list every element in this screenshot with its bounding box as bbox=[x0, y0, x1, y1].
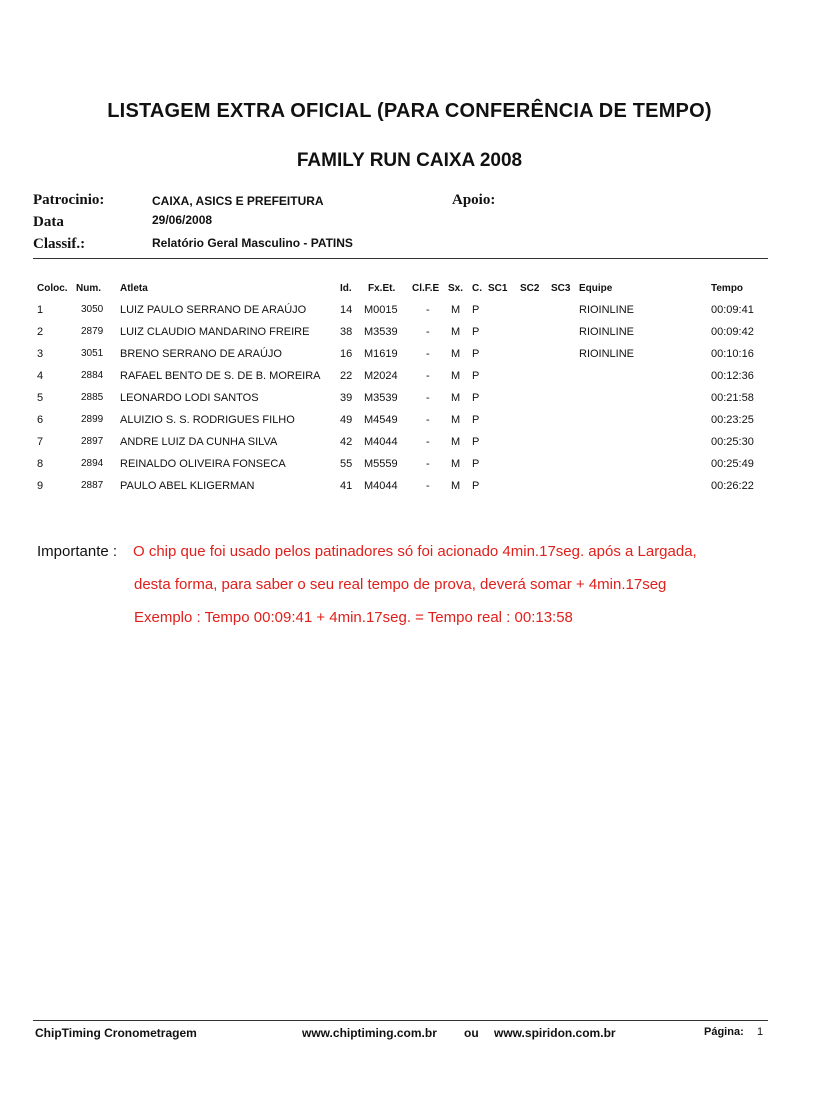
cell-num: 2899 bbox=[81, 414, 104, 425]
cell-id: 41 bbox=[340, 480, 353, 492]
col-sc1: SC1 bbox=[488, 283, 508, 294]
cell-tempo: 00:09:42 bbox=[711, 326, 754, 338]
important-note-example: Exemplo : Tempo 00:09:41 + 4min.17seg. = Tempo real : 00:13:58 bbox=[134, 609, 573, 626]
cell-tempo: 00:23:25 bbox=[711, 414, 754, 426]
col-fxet: Fx.Et. bbox=[368, 283, 396, 294]
cell-id: 39 bbox=[340, 392, 353, 404]
cell-num: 2887 bbox=[81, 480, 104, 491]
cell-sx: M bbox=[451, 370, 461, 382]
cell-clfe: - bbox=[426, 370, 430, 382]
cell-atleta: REINALDO OLIVEIRA FONSECA bbox=[120, 458, 286, 470]
cell-fxet: M4549 bbox=[364, 414, 398, 426]
footer-or: ou bbox=[464, 1026, 479, 1040]
page-label: Página: bbox=[704, 1026, 744, 1038]
cell-sx: M bbox=[451, 436, 461, 448]
cell-tempo: 00:10:16 bbox=[711, 348, 754, 360]
cell-num: 3050 bbox=[81, 304, 104, 315]
cell-c: P bbox=[472, 436, 480, 448]
cell-c: P bbox=[472, 326, 480, 338]
cell-clfe: - bbox=[426, 348, 430, 360]
cell-tempo: 00:25:49 bbox=[711, 458, 754, 470]
table-row bbox=[0, 348, 819, 368]
cell-coloc: 5 bbox=[37, 392, 44, 404]
page-number: 1 bbox=[757, 1026, 764, 1038]
cell-fxet: M0015 bbox=[364, 304, 398, 316]
col-tempo: Tempo bbox=[711, 283, 744, 294]
cell-num: 3051 bbox=[81, 348, 104, 359]
cell-id: 16 bbox=[340, 348, 353, 360]
cell-clfe: - bbox=[426, 392, 430, 404]
col-clfe: Cl.F.E bbox=[412, 283, 440, 294]
cell-c: P bbox=[472, 348, 480, 360]
table-row bbox=[0, 370, 819, 390]
col-num: Num. bbox=[76, 283, 101, 294]
cell-clfe: - bbox=[426, 436, 430, 448]
col-coloc: Coloc. bbox=[37, 283, 68, 294]
cell-num: 2884 bbox=[81, 370, 104, 381]
cell-coloc: 8 bbox=[37, 458, 44, 470]
cell-fxet: M4044 bbox=[364, 480, 398, 492]
cell-clfe: - bbox=[426, 480, 430, 492]
table-row bbox=[0, 326, 819, 346]
col-c: C. bbox=[472, 283, 482, 294]
cell-c: P bbox=[472, 458, 480, 470]
cell-coloc: 7 bbox=[37, 436, 44, 448]
page-title: LISTAGEM EXTRA OFICIAL (PARA CONFERÊNCIA DE TEMPO) bbox=[107, 100, 712, 122]
col-sc2: SC2 bbox=[520, 283, 540, 294]
important-note-line2: desta forma, para saber o seu real tempo de prova, deverá somar + 4min.17seg bbox=[134, 576, 667, 593]
cell-sx: M bbox=[451, 304, 461, 316]
cell-sx: M bbox=[451, 348, 461, 360]
cell-equipe: RIOINLINE bbox=[579, 348, 635, 360]
cell-sx: M bbox=[451, 480, 461, 492]
cell-atleta: ANDRE LUIZ DA CUNHA SILVA bbox=[120, 436, 278, 448]
cell-tempo: 00:26:22 bbox=[711, 480, 754, 492]
cell-fxet: M3539 bbox=[364, 392, 398, 404]
footer-company: ChipTiming Cronometragem bbox=[35, 1026, 197, 1040]
cell-atleta: PAULO ABEL KLIGERMAN bbox=[120, 480, 255, 492]
cell-atleta: LUIZ CLAUDIO MANDARINO FREIRE bbox=[120, 326, 310, 338]
table-row bbox=[0, 304, 819, 324]
date-value: 29/06/2008 bbox=[152, 213, 213, 227]
cell-clfe: - bbox=[426, 326, 430, 338]
cell-num: 2885 bbox=[81, 392, 104, 403]
cell-tempo: 00:25:30 bbox=[711, 436, 754, 448]
cell-id: 14 bbox=[340, 304, 353, 316]
cell-tempo: 00:09:41 bbox=[711, 304, 754, 316]
cell-id: 49 bbox=[340, 414, 353, 426]
cell-atleta: RAFAEL BENTO DE S. DE B. MOREIRA bbox=[120, 370, 321, 382]
classification-label: Classif.: bbox=[33, 236, 86, 252]
cell-fxet: M4044 bbox=[364, 436, 398, 448]
cell-atleta: LUIZ PAULO SERRANO DE ARAÚJO bbox=[120, 304, 307, 316]
cell-fxet: M2024 bbox=[364, 370, 398, 382]
cell-coloc: 6 bbox=[37, 414, 44, 426]
cell-c: P bbox=[472, 480, 480, 492]
cell-fxet: M3539 bbox=[364, 326, 398, 338]
apoio-label: Apoio: bbox=[452, 192, 496, 208]
cell-atleta: LEONARDO LODI SANTOS bbox=[120, 392, 259, 404]
footer-site-spiridon: www.spiridon.com.br bbox=[494, 1026, 616, 1040]
col-sx: Sx. bbox=[448, 283, 464, 294]
cell-coloc: 3 bbox=[37, 348, 44, 360]
table-row bbox=[0, 392, 819, 412]
cell-coloc: 4 bbox=[37, 370, 44, 382]
cell-c: P bbox=[472, 370, 480, 382]
cell-id: 55 bbox=[340, 458, 353, 470]
col-atleta: Atleta bbox=[120, 283, 148, 294]
table-row bbox=[0, 480, 819, 500]
cell-sx: M bbox=[451, 392, 461, 404]
important-note-line1: O chip que foi usado pelos patinadores só foi acionado 4min.17seg. após a Largada, bbox=[133, 543, 697, 560]
table-row bbox=[0, 436, 819, 456]
col-id: Id. bbox=[340, 283, 352, 294]
cell-atleta: BRENO SERRANO DE ARAÚJO bbox=[120, 348, 282, 360]
cell-num: 2897 bbox=[81, 436, 104, 447]
important-label: Importante : bbox=[37, 543, 118, 560]
event-title: FAMILY RUN CAIXA 2008 bbox=[296, 150, 523, 171]
cell-sx: M bbox=[451, 458, 461, 470]
cell-coloc: 2 bbox=[37, 326, 44, 338]
classification-value: Relatório Geral Masculino - PATINS bbox=[152, 236, 353, 250]
cell-tempo: 00:12:36 bbox=[711, 370, 754, 382]
cell-atleta: ALUIZIO S. S. RODRIGUES FILHO bbox=[120, 414, 295, 426]
sponsor-value: CAIXA, ASICS E PREFEITURA bbox=[152, 194, 324, 208]
table-row bbox=[0, 414, 819, 434]
cell-sx: M bbox=[451, 326, 461, 338]
cell-c: P bbox=[472, 392, 480, 404]
table-row bbox=[0, 458, 819, 478]
cell-num: 2879 bbox=[81, 326, 104, 337]
cell-tempo: 00:21:58 bbox=[711, 392, 754, 404]
cell-c: P bbox=[472, 304, 480, 316]
cell-c: P bbox=[472, 414, 480, 426]
cell-id: 22 bbox=[340, 370, 353, 382]
cell-id: 38 bbox=[340, 326, 353, 338]
cell-clfe: - bbox=[426, 304, 430, 316]
cell-equipe: RIOINLINE bbox=[579, 304, 635, 316]
date-label: Data bbox=[33, 214, 64, 230]
footer-divider bbox=[33, 1020, 768, 1021]
col-equipe: Equipe bbox=[579, 283, 613, 294]
cell-id: 42 bbox=[340, 436, 353, 448]
header-divider bbox=[33, 258, 768, 259]
cell-fxet: M1619 bbox=[364, 348, 398, 360]
footer-site-chiptiming: www.chiptiming.com.br bbox=[302, 1026, 437, 1040]
sponsor-label: Patrocinio: bbox=[33, 192, 105, 208]
cell-equipe: RIOINLINE bbox=[579, 326, 635, 338]
cell-fxet: M5559 bbox=[364, 458, 398, 470]
cell-sx: M bbox=[451, 414, 461, 426]
cell-clfe: - bbox=[426, 458, 430, 470]
cell-coloc: 9 bbox=[37, 480, 44, 492]
cell-clfe: - bbox=[426, 414, 430, 426]
cell-num: 2894 bbox=[81, 458, 104, 469]
col-sc3: SC3 bbox=[551, 283, 571, 294]
cell-coloc: 1 bbox=[37, 304, 44, 316]
